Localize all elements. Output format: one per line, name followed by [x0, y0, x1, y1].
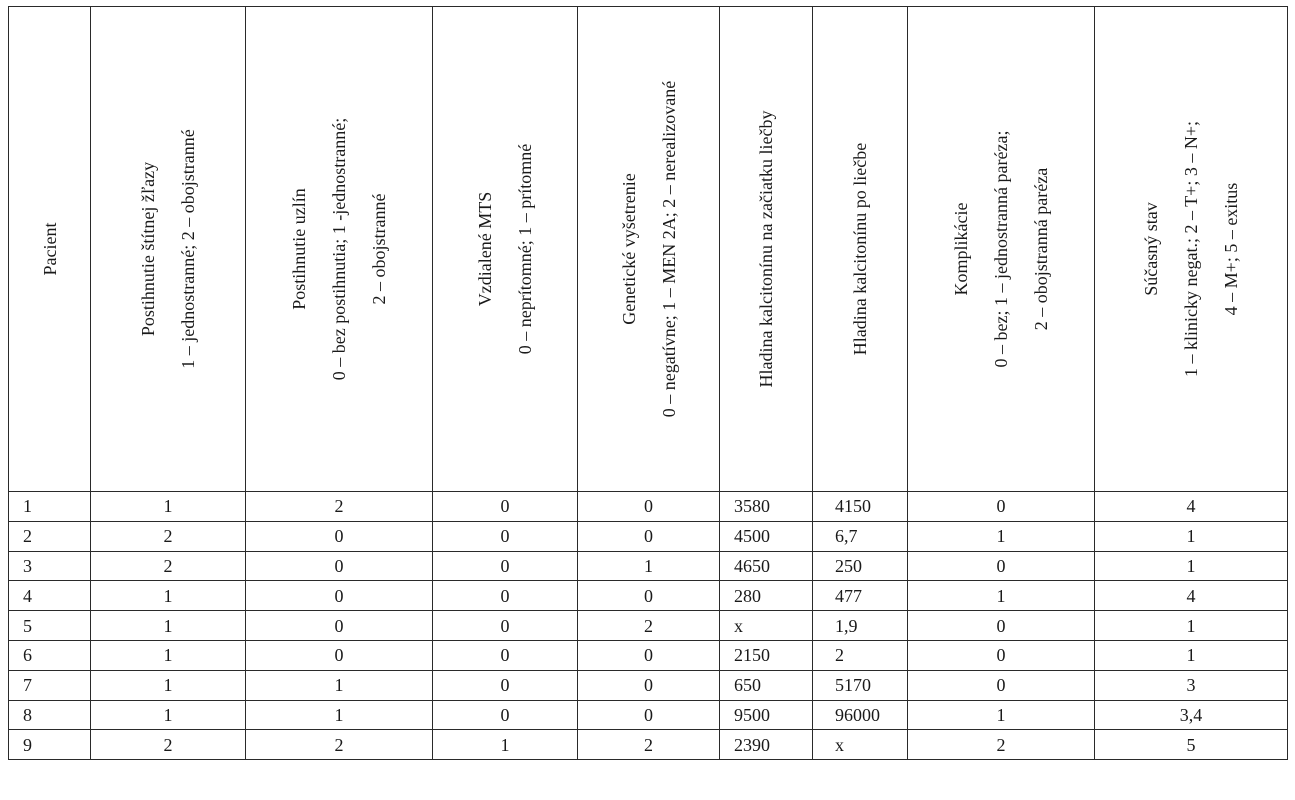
- cell-stav: 3,4: [1095, 700, 1288, 730]
- cell-pacient: 9: [9, 730, 91, 760]
- cell-stav: 1: [1095, 551, 1288, 581]
- cell-komplikacie: 0: [908, 611, 1095, 641]
- table-row: [9, 521, 1288, 551]
- cell-pacient: 8: [9, 700, 91, 730]
- cell-uzliny: 0: [246, 611, 433, 641]
- table-row: [9, 551, 1288, 581]
- cell-mts: 0: [433, 521, 578, 551]
- cell-uzliny: 2: [246, 492, 433, 522]
- cell-pacient: 1: [9, 492, 91, 522]
- table-row: [9, 492, 1288, 522]
- header-line: Postihnutie uzlín: [289, 188, 309, 310]
- cell-stav: 3: [1095, 670, 1288, 700]
- cell-komplikacie: 1: [908, 700, 1095, 730]
- cell-kalcitonin-zaciatok: 3580: [720, 492, 813, 522]
- cell-geneticke: 0: [578, 700, 720, 730]
- cell-stitna-zlaza: 2: [91, 551, 246, 581]
- cell-stitna-zlaza: 1: [91, 700, 246, 730]
- cell-kalcitonin-po: 2: [813, 640, 908, 670]
- cell-uzliny: 0: [246, 521, 433, 551]
- cell-kalcitonin-po: 5170: [813, 670, 908, 700]
- cell-pacient: 7: [9, 670, 91, 700]
- cell-uzliny: 0: [246, 581, 433, 611]
- cell-kalcitonin-po: 6,7: [813, 521, 908, 551]
- cell-kalcitonin-zaciatok: 2390: [720, 730, 813, 760]
- cell-komplikacie: 1: [908, 521, 1095, 551]
- cell-stav: 1: [1095, 611, 1288, 641]
- cell-komplikacie: 2: [908, 730, 1095, 760]
- header-sucasny-stav: [1095, 7, 1288, 492]
- header-line: 0 – bez; 1 – jednostranná paréza;: [991, 130, 1011, 368]
- cell-kalcitonin-po: 250: [813, 551, 908, 581]
- table-row: [9, 640, 1288, 670]
- cell-uzliny: 1: [246, 670, 433, 700]
- cell-uzliny: 0: [246, 551, 433, 581]
- cell-stitna-zlaza: 1: [91, 492, 246, 522]
- patient-data-table: [8, 6, 1288, 760]
- cell-uzliny: 1: [246, 700, 433, 730]
- cell-pacient: 3: [9, 551, 91, 581]
- cell-geneticke: 0: [578, 581, 720, 611]
- cell-uzliny: 0: [246, 640, 433, 670]
- header-line: Vzdialené MTS: [475, 191, 495, 307]
- table-container: [8, 6, 1288, 760]
- header-row: [9, 7, 1288, 492]
- table-row: [9, 581, 1288, 611]
- cell-kalcitonin-zaciatok: 280: [720, 581, 813, 611]
- header-line: Hladina kalcitonínu na začiatku liečby: [756, 110, 776, 388]
- cell-kalcitonin-zaciatok: 4500: [720, 521, 813, 551]
- cell-stav: 4: [1095, 492, 1288, 522]
- header-line: 0 – negatívne; 1 – MEN 2A; 2 – nerealizované: [658, 80, 679, 418]
- cell-stitna-zlaza: 1: [91, 640, 246, 670]
- cell-geneticke: 0: [578, 640, 720, 670]
- cell-kalcitonin-po: 477: [813, 581, 908, 611]
- header-pacient: [9, 7, 91, 492]
- header-kalcitonin-zaciatok: [720, 7, 813, 492]
- header-line: 2 – obojstranné: [369, 193, 389, 305]
- cell-kalcitonin-zaciatok: 4650: [720, 551, 813, 581]
- header-line: Komplikácie: [951, 202, 971, 296]
- cell-stitna-zlaza: 1: [91, 670, 246, 700]
- cell-komplikacie: 0: [908, 551, 1095, 581]
- cell-stitna-zlaza: 2: [91, 730, 246, 760]
- cell-stav: 1: [1095, 640, 1288, 670]
- cell-mts: 0: [433, 492, 578, 522]
- cell-komplikacie: 0: [908, 492, 1095, 522]
- cell-stitna-zlaza: 1: [91, 611, 246, 641]
- header-line: Hladina kalcitonínu po liečbe: [850, 142, 870, 356]
- cell-mts: 0: [433, 611, 578, 641]
- table-row: [9, 730, 1288, 760]
- cell-geneticke: 2: [578, 611, 720, 641]
- header-postihnutie-stitnej-zlazy: [91, 7, 246, 492]
- header-line: 0 – neprítomné; 1 – prítomné: [515, 143, 535, 355]
- cell-kalcitonin-zaciatok: 2150: [720, 640, 813, 670]
- cell-pacient: 6: [9, 640, 91, 670]
- cell-geneticke: 1: [578, 551, 720, 581]
- header-line: 1 – klinicky negat.; 2 – T+; 3 – N+;: [1181, 121, 1201, 377]
- cell-geneticke: 2: [578, 730, 720, 760]
- cell-geneticke: 0: [578, 492, 720, 522]
- cell-kalcitonin-zaciatok: x: [720, 611, 813, 641]
- cell-mts: 1: [433, 730, 578, 760]
- cell-kalcitonin-zaciatok: 650: [720, 670, 813, 700]
- cell-pacient: 4: [9, 581, 91, 611]
- cell-mts: 0: [433, 551, 578, 581]
- header-komplikacie: [908, 7, 1095, 492]
- cell-mts: 0: [433, 640, 578, 670]
- table-header: [9, 7, 1288, 492]
- cell-geneticke: 0: [578, 521, 720, 551]
- cell-stitna-zlaza: 1: [91, 581, 246, 611]
- header-line: Genetické vyšetrenie: [618, 173, 639, 325]
- header-line: 0 – bez postihnutia; 1 -jednostranné;: [329, 117, 349, 381]
- header-line: 4 – M+; 5 – exitus: [1221, 182, 1241, 316]
- header-line: 2 – obojstranná paréza: [1031, 167, 1051, 331]
- cell-komplikacie: 0: [908, 670, 1095, 700]
- cell-mts: 0: [433, 670, 578, 700]
- cell-kalcitonin-po: 4150: [813, 492, 908, 522]
- header-postihnutie-uzlin: [246, 7, 433, 492]
- cell-kalcitonin-po: 1,9: [813, 611, 908, 641]
- cell-uzliny: 2: [246, 730, 433, 760]
- header-kalcitonin-po-liecbe: [813, 7, 908, 492]
- cell-komplikacie: 1: [908, 581, 1095, 611]
- header-line: Postihnutie štítnej žľazy: [138, 161, 158, 337]
- cell-stav: 5: [1095, 730, 1288, 760]
- cell-komplikacie: 0: [908, 640, 1095, 670]
- cell-pacient: 5: [9, 611, 91, 641]
- header-geneticke-vysetrenie: [578, 7, 720, 492]
- cell-stav: 4: [1095, 581, 1288, 611]
- cell-pacient: 2: [9, 521, 91, 551]
- cell-stitna-zlaza: 2: [91, 521, 246, 551]
- cell-mts: 0: [433, 700, 578, 730]
- table-row: [9, 611, 1288, 641]
- cell-kalcitonin-zaciatok: 9500: [720, 700, 813, 730]
- header-line: Súčasný stav: [1141, 202, 1161, 296]
- header-vzdialene-mts: [433, 7, 578, 492]
- table-body: [9, 492, 1288, 760]
- header-line: 1 – jednostranné; 2 – obojstranné: [178, 129, 198, 369]
- cell-mts: 0: [433, 581, 578, 611]
- header-line: Pacient: [39, 222, 60, 276]
- cell-stav: 1: [1095, 521, 1288, 551]
- cell-geneticke: 0: [578, 670, 720, 700]
- cell-kalcitonin-po: x: [813, 730, 908, 760]
- table-row: [9, 700, 1288, 730]
- cell-kalcitonin-po: 96000: [813, 700, 908, 730]
- table-row: [9, 670, 1288, 700]
